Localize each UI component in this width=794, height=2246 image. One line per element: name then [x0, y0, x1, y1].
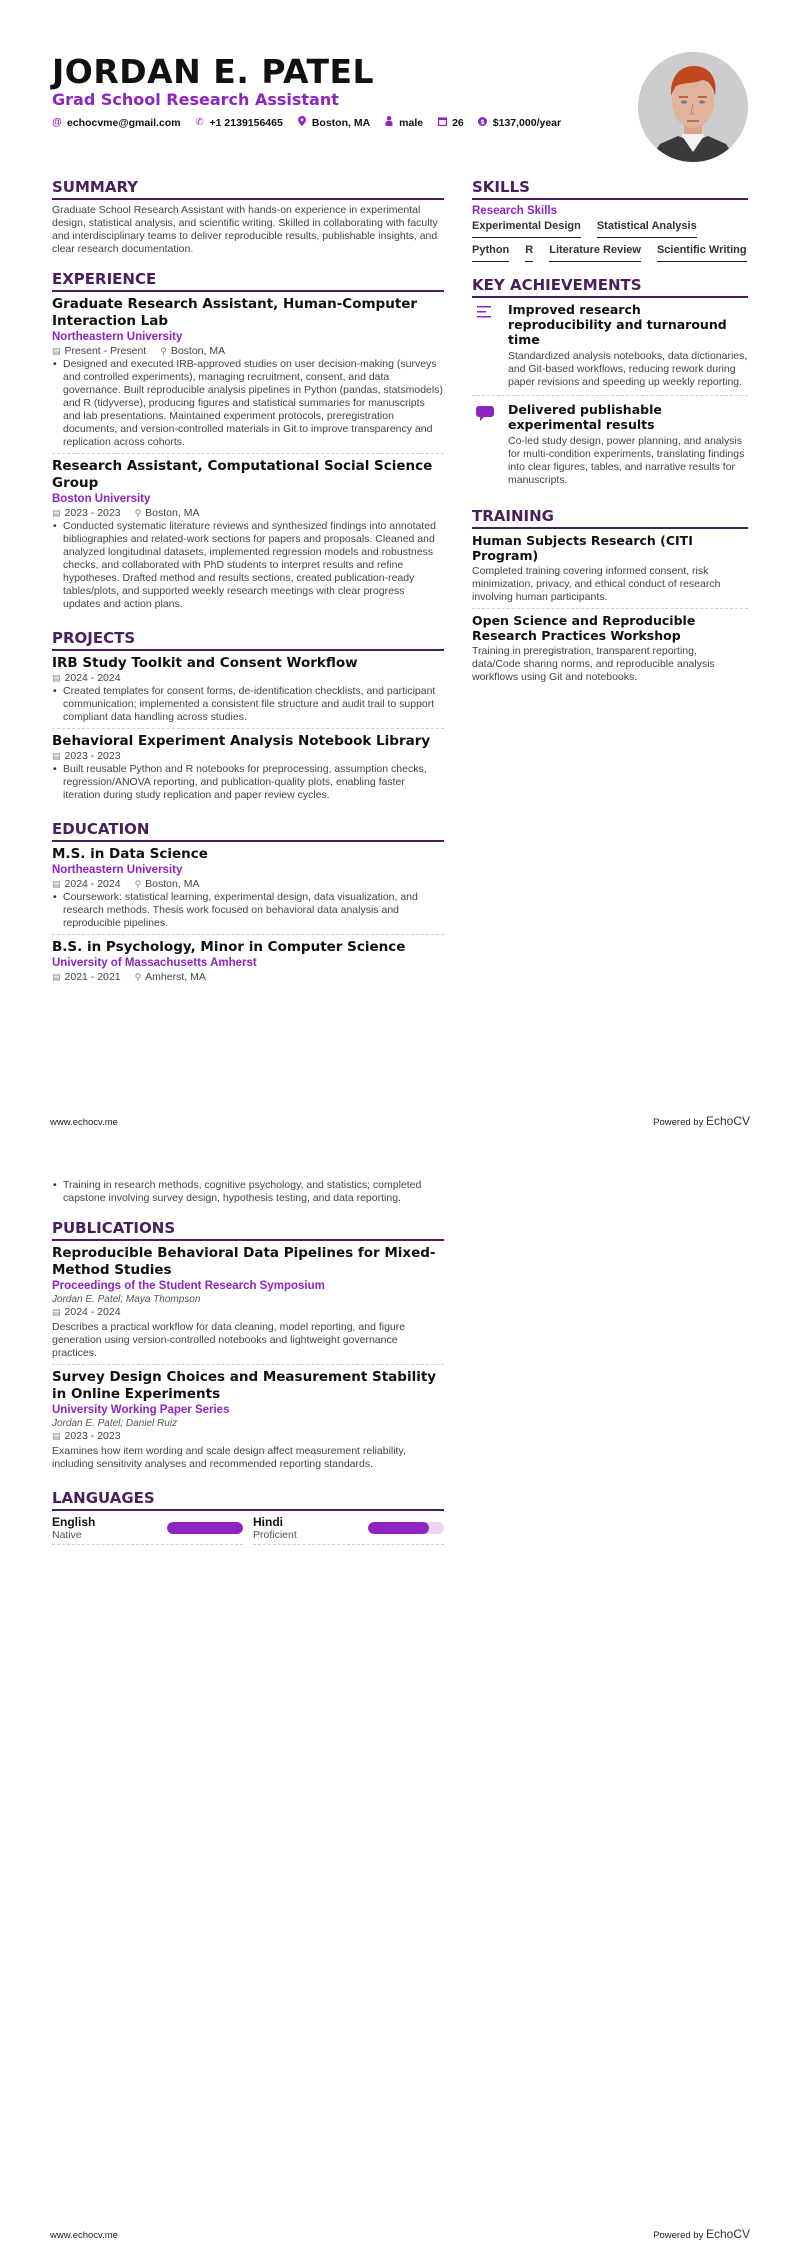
job-meta [52, 345, 444, 358]
project-meta [52, 672, 444, 685]
project-item [52, 733, 444, 806]
skill-chip: R [525, 244, 533, 262]
language-item [253, 1515, 444, 1545]
publication-dates: 2024 - 2024 [64, 1306, 121, 1318]
achievements-section [472, 276, 748, 493]
project-name: IRB Study Toolkit and Consent Workflow [52, 655, 358, 671]
education-section [52, 820, 444, 988]
list-lines-icon [472, 302, 498, 389]
location-icon: ⚲ [160, 346, 167, 356]
footer-url[interactable]: www.echocv.me [50, 1117, 118, 1128]
section-title-summary: SUMMARY [52, 178, 444, 200]
skill-chip: Scientific Writing [657, 244, 747, 262]
publication-meta [52, 1430, 444, 1443]
contact-age [437, 117, 464, 129]
training-desc: Training in preregistration, transparent reporting, data/Code sharing norms, and reproducible analysis workflows using Git and notebooks. [472, 645, 715, 683]
project-bullet: • Built reusable Python and R notebooks for preprocessing, assumption checks, regression/ANOVA reporting, and publication-quality plots, enabling faster iteration during study replication and paper review cycles. [52, 763, 444, 802]
gender-value: male [399, 116, 424, 129]
achievement-desc: Co-led study design, power planning, and analysis for multi-condition experiments, translating findings into clear figures, tables, and narrative results for manuscripts. [508, 435, 745, 486]
skill-list [472, 220, 748, 262]
training-name: Human Subjects Research (CITI Program) [472, 533, 693, 563]
calendar-icon: ▤ [52, 673, 61, 683]
education-dates: 2021 - 2021 [64, 971, 121, 983]
training-name: Open Science and Reproducible Research Practices Workshop [472, 613, 696, 643]
skill-chip: Python [472, 244, 509, 262]
location-icon: ⚲ [134, 508, 142, 518]
calendar-icon: ▤ [52, 508, 61, 518]
job-title: Research Assistant, Computational Social Science Group [52, 458, 433, 491]
achievement-item [472, 302, 748, 396]
job-title: Graduate Research Assistant, Human-Computer Interaction Lab [52, 296, 418, 329]
location-icon: ⚲ [134, 879, 142, 889]
project-item [52, 655, 444, 729]
publication-venue: Proceedings of the Student Research Symposium [52, 1280, 325, 1292]
powered-by-label: Powered by [653, 2230, 704, 2241]
skill-chip: Experimental Design [472, 220, 581, 238]
education-item [52, 939, 444, 988]
language-list [52, 1515, 444, 1545]
calendar-icon: ▤ [52, 972, 61, 982]
calendar-icon: ▤ [52, 751, 61, 761]
job-location: Boston, MA [170, 345, 226, 357]
job-bullet: • Conducted systematic literature reviews and synthesized findings into annotated bibliographies and related-work sections for papers and proposals. Cleaned and analyzed longitudinal datasets, implemented regression models and robustness checks, and collaborated with PhD students to interpret results and refine hypotheses. Drafted method and results sections, created publication-ready tables/plots, and supported weekly research meetings with clear progress updates and action plans. [52, 520, 444, 611]
education-meta [52, 971, 444, 984]
achievement-title: Delivered publishable experimental results [508, 402, 662, 432]
language-name: English [52, 1515, 96, 1529]
at-icon: @ [52, 117, 62, 128]
skill-chip: Statistical Analysis [597, 220, 697, 238]
phone-value: +1 2139156465 [209, 116, 283, 129]
contact-gender [384, 116, 423, 129]
language-item [52, 1515, 243, 1545]
location-value: Boston, MA [311, 116, 371, 129]
publication-dates: 2023 - 2023 [64, 1430, 121, 1442]
language-proficiency-bar [167, 1522, 243, 1534]
training-item [472, 613, 748, 688]
project-dates: 2023 - 2023 [64, 750, 121, 762]
publication-desc: Examines how item wording and scale design affect measurement reliability, including sensitivity analyses and recommended reporting standards. [52, 1445, 406, 1470]
footer-powered [653, 2227, 750, 2241]
calendar-icon: ▤ [52, 1431, 61, 1441]
language-proficiency-fill [368, 1522, 429, 1534]
language-level: Proficient [253, 1529, 297, 1541]
section-title-achievements: KEY ACHIEVEMENTS [472, 276, 748, 298]
calendar-icon: ▤ [52, 879, 61, 889]
language-proficiency-bar [368, 1522, 444, 1534]
publication-item [52, 1245, 444, 1365]
education-meta [52, 878, 444, 891]
employer: Boston University [52, 493, 151, 505]
powered-by-label: Powered by [653, 1117, 704, 1128]
education-bullet: • Training in research methods, cognitive psychology, and statistics; completed capstone involving survey design, hypothesis testing, and data reporting. [52, 1179, 444, 1205]
skill-chip: Literature Review [549, 244, 641, 262]
language-proficiency-fill [167, 1522, 243, 1534]
footer-url[interactable]: www.echocv.me [50, 2230, 118, 2241]
location-icon [297, 116, 307, 129]
candidate-title: Grad School Research Assistant [52, 90, 339, 109]
candidate-name: JORDAN E. PATEL [52, 52, 375, 91]
contact-phone[interactable] [195, 117, 283, 129]
languages-section [52, 1489, 444, 1545]
project-meta [52, 750, 444, 763]
publication-venue: University Working Paper Series [52, 1404, 230, 1416]
school: Northeastern University [52, 864, 183, 876]
section-title-experience: EXPERIENCE [52, 270, 444, 292]
training-section [472, 507, 748, 688]
job-dates: Present - Present [64, 345, 147, 357]
speech-bubble-icon [472, 402, 498, 487]
projects-section [52, 629, 444, 806]
publication-title: Survey Design Choices and Measurement Stability in Online Experiments [52, 1369, 437, 1402]
brand-name: EchoCV [705, 1114, 750, 1128]
phone-icon: ✆ [195, 117, 204, 128]
education-item [52, 846, 444, 935]
publication-title: Reproducible Behavioral Data Pipelines for Mixed-Method Studies [52, 1245, 436, 1278]
publication-authors: Jordan E. Patel; Maya Thompson [52, 1294, 201, 1305]
experience-item [52, 296, 444, 454]
age-value: 26 [452, 116, 464, 129]
salary-value: $137,000/year [492, 116, 562, 129]
employer: Northeastern University [52, 331, 183, 343]
right-column [472, 178, 748, 702]
publication-meta [52, 1306, 444, 1319]
education-continued [52, 1179, 444, 1205]
summary-text: Graduate School Research Assistant with hands-on experience in experimental design, statistical analysis, and scientific writing. Skilled in collaborating with faculty and interdisciplinary teams to deliver reproducible results, publishable insights, and clear research documentation. [52, 204, 438, 255]
person-icon [384, 116, 394, 129]
job-bullet: • Designed and executed IRB-approved studies on user decision-making (surveys and controlled experiments), managing recruitment, consent, and data governance. Built reproducible analysis pipelines in Python (pandas, statsmodels) and R (tidyverse), producing figures and statistical summaries for manuscripts and lab presentations. Maintained experiment protocols, preregistration documents, and version-controlled materials in Git to improve transparency and replication across cohorts. [52, 358, 444, 449]
degree: B.S. in Psychology, Minor in Computer Science [52, 939, 406, 955]
job-meta [52, 507, 444, 520]
location-icon: ⚲ [134, 972, 142, 982]
contact-salary [478, 117, 561, 129]
job-location: Boston, MA [145, 507, 200, 519]
email-value: echocvme@gmail.com [67, 116, 181, 129]
project-dates: 2024 - 2024 [64, 672, 121, 684]
publication-authors: Jordan E. Patel; Daniel Ruiz [52, 1418, 178, 1429]
summary-section [52, 178, 444, 256]
contact-email[interactable] [52, 117, 181, 129]
project-bullet: • Created templates for consent forms, de-identification checklists, and participant communication; implemented a consistent file structure and audit trail to support compliant data handling across studies. [52, 685, 444, 724]
left-column [52, 178, 444, 1002]
education-location: Amherst, MA [145, 971, 206, 983]
education-bullet: • Coursework: statistical learning, experimental design, data visualization, and research methods. Thesis work focused on behavioral data analysis and reproducible pipelines. [52, 891, 444, 930]
education-location: Boston, MA [145, 878, 200, 890]
language-level: Native [52, 1529, 82, 1541]
calendar-icon: ▤ [52, 346, 61, 356]
resume-page-2 [0, 1123, 794, 2246]
training-item [472, 533, 748, 609]
resume-header [52, 54, 612, 129]
project-name: Behavioral Experiment Analysis Notebook Library [52, 733, 431, 749]
calendar-icon [437, 117, 447, 129]
avatar [638, 52, 748, 162]
job-dates: 2023 - 2023 [64, 507, 121, 519]
section-title-projects: PROJECTS [52, 629, 444, 651]
publication-item [52, 1369, 444, 1475]
school: University of Massachusetts Amherst [52, 957, 257, 969]
publications-section [52, 1219, 444, 1475]
section-title-skills: SKILLS [472, 178, 748, 200]
svg-text:$: $ [480, 117, 486, 126]
brand-name: EchoCV [705, 2227, 750, 2241]
degree: M.S. in Data Science [52, 846, 208, 862]
left-column [52, 1179, 444, 1559]
calendar-icon: ▤ [52, 1307, 61, 1317]
achievement-title: Improved research reproducibility and turnaround time [508, 302, 727, 347]
contact-location [297, 116, 370, 129]
language-name: Hindi [253, 1515, 283, 1529]
experience-section [52, 270, 444, 615]
publication-desc: Describes a practical workflow for data cleaning, model reporting, and figure generation using version-controlled notebooks and lightweight governance practices. [52, 1321, 406, 1359]
skills-section [472, 178, 748, 262]
skill-category: Research Skills [472, 205, 558, 217]
achievement-item [472, 402, 748, 493]
education-dates: 2024 - 2024 [64, 878, 121, 890]
money-icon [478, 117, 488, 129]
page-footer [50, 2227, 750, 2241]
section-title-training: TRAINING [472, 507, 748, 529]
contact-bar [52, 116, 612, 129]
section-title-publications: PUBLICATIONS [52, 1219, 444, 1241]
training-desc: Completed training covering informed consent, risk minimization, privacy, and ethical conduct of research involving human participants. [472, 565, 721, 603]
achievement-desc: Standardized analysis notebooks, data dictionaries, and Git-based workflows, reducing rework during paper revisions and speeding up weekly reporting. [508, 350, 748, 388]
section-title-languages: LANGUAGES [52, 1489, 444, 1511]
section-title-education: EDUCATION [52, 820, 444, 842]
experience-item [52, 458, 444, 615]
